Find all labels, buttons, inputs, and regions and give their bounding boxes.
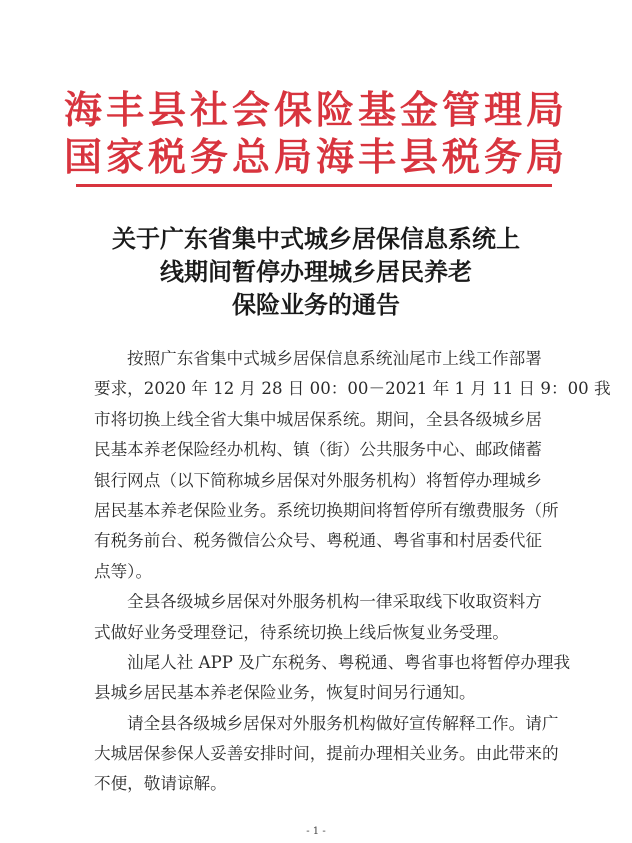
body-line: 点等）。 (94, 561, 153, 581)
issuer-line-2: 国家税务总局海丰县税务局 (63, 134, 568, 179)
body-line: 民基本养老保险经办机构、镇（街）公共服务中心、邮政储蓄 (94, 440, 543, 460)
body-line: 银行网点（以下简称城乡居保对外服务机构）将暂停办理城乡 (94, 470, 543, 490)
body-line: 要求，2020 年 12 月 28 日 00：00－2021 年 1 月 11 日 9：00 我 (94, 379, 611, 399)
body-line: 居民基本养老保险业务。系统切换期间将暂停所有缴费服务（所 (94, 500, 559, 520)
body-line: 全县各级城乡居保对外服务机构一律采取线下收取资料方 (127, 592, 542, 612)
body-line: 不便，敬请谅解。 (94, 774, 227, 794)
issuer-line-1: 海丰县社会保险基金管理局 (63, 87, 568, 132)
notice-title-line-2: 线期间暂停办理城乡居民养老 (160, 257, 472, 286)
page-number: - 1 - (306, 826, 326, 837)
body-line: 市将切换上线全省大集中城居保系统。期间，全县各级城乡居 (94, 409, 543, 429)
body-line: 有税务前台、税务微信公众号、粤税通、粤省事和村居委代征 (94, 531, 543, 551)
body-line: 按照广东省集中式城乡居保信息系统汕尾市上线工作部署 (127, 349, 542, 368)
body-line: 汕尾人社 APP 及广东税务、粤税通、粤省事也将暂停办理我 (127, 652, 571, 672)
body-line: 大城居保参保人妥善安排时间，提前办理相关业务。由此带来的 (94, 744, 559, 764)
body-line: 县城乡居民基本养老保险业务，恢复时间另行通知。 (94, 683, 476, 703)
red-divider (76, 184, 552, 187)
notice-title-line-3: 保险业务的通告 (232, 290, 400, 319)
body-line: 式做好业务受理登记，待系统切换上线后恢复业务受理。 (94, 622, 509, 642)
notice-title-line-1: 关于广东省集中式城乡居保信息系统上 (112, 224, 520, 253)
body-line: 请全县各级城乡居保对外服务机构做好宣传解释工作。请广 (127, 713, 559, 733)
notice-body (94, 344, 611, 800)
